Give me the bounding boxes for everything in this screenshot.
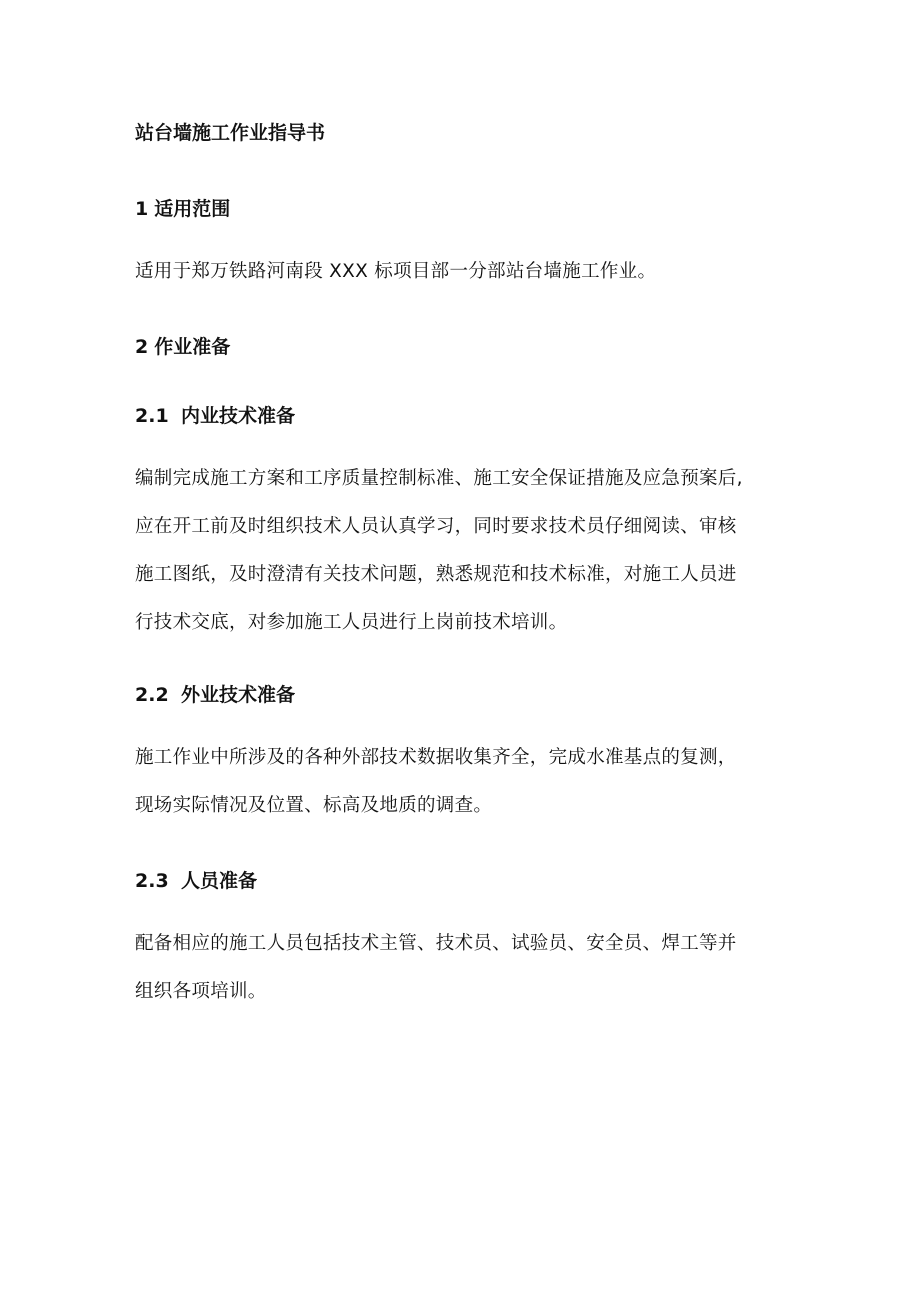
section-number: 2.1 [135,405,169,427]
section-title: 适用范围 [154,198,231,220]
section-2-heading [135,332,795,362]
paragraph-line: 组织各项培训。 [135,981,267,1002]
section-title: 内业技术准备 [181,405,296,427]
section-2-1-heading [135,401,795,431]
paragraph-line: 应在开工前及时组织技术人员认真学习，同时要求技术员仔细阅读、审核 [135,516,737,537]
paragraph-line: 施工作业中所涉及的各种外部技术数据收集齐全，完成水准基点的复测， [135,747,737,768]
section-1-heading [135,194,795,224]
paragraph-line: 适用于郑万铁路河南段 XXX 标项目部一分部站台墙施工作业。 [135,261,657,282]
section-title: 人员准备 [181,870,258,892]
section-title: 外业技术准备 [181,684,296,706]
section-title: 作业准备 [154,336,231,358]
paragraph-line: 配备相应的施工人员包括技术主管、技术员、试验员、安全员、焊工等并 [135,933,737,954]
section-number: 2.2 [135,684,169,706]
section-1-paragraph [135,248,795,296]
section-2-1-paragraph [135,455,795,647]
paragraph-line: 施工图纸，及时澄清有关技术问题，熟悉规范和技术标准，对施工人员进 [135,564,737,585]
section-number: 1 [135,198,149,220]
section-2-2-paragraph [135,734,795,830]
section-2-3-heading [135,866,795,896]
paragraph-line: 行技术交底，对参加施工人员进行上岗前技术培训。 [135,612,568,633]
paragraph-line: 现场实际情况及位置、标高及地质的调查。 [135,795,493,816]
section-number: 2.3 [135,870,169,892]
section-number: 2 [135,336,149,358]
section-2-3-paragraph [135,920,795,1016]
document-title: 站台墙施工作业指导书 [135,122,326,144]
paragraph-line: 编制完成施工方案和工序质量控制标准、施工安全保证措施及应急预案后, [135,468,743,489]
section-2-2-heading [135,680,795,710]
